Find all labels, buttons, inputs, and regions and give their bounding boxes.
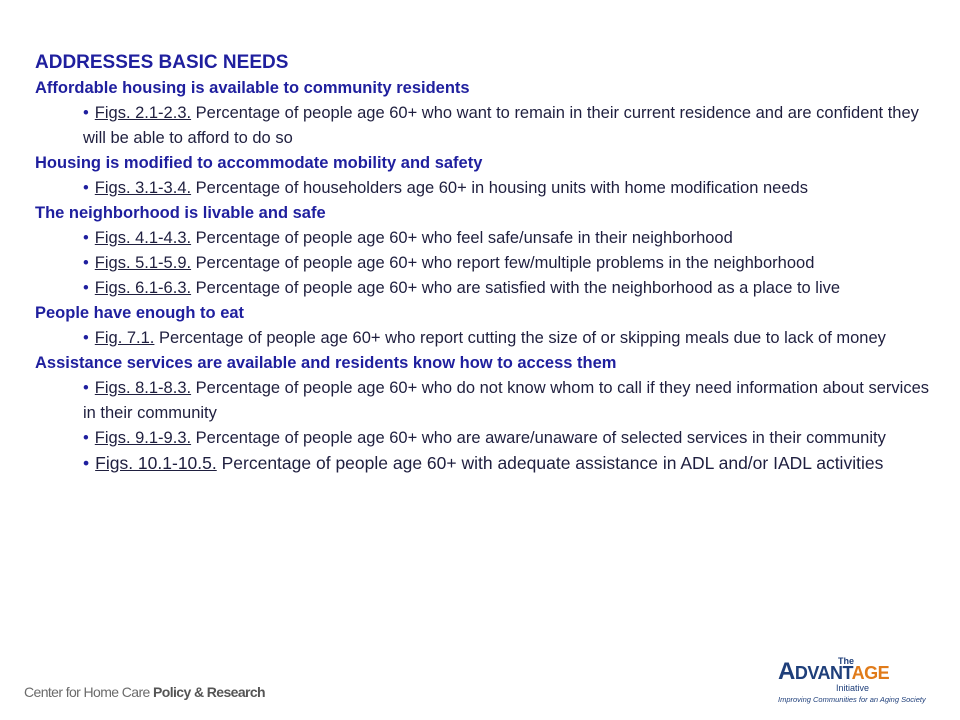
bullet-icon: • [83, 329, 89, 347]
logo-tagline: Improving Communities for an Aging Society [778, 695, 926, 704]
section-heading: Housing is modified to accommodate mobility and safety [35, 154, 483, 172]
section-heading: People have enough to eat [35, 304, 245, 322]
bullet-text: Percentage of people age 60+ who are aware/unaware of selected services in their community [191, 429, 886, 447]
list-item [83, 226, 935, 251]
logo-a: A [778, 658, 795, 685]
list-item [83, 176, 935, 201]
section-heading: Assistance services are available and residents know how to access them [35, 354, 617, 372]
advantage-logo [778, 656, 948, 704]
figure-link[interactable]: Figs. 2.1-2.3. [94, 104, 192, 122]
bullet-text: Percentage of people age 60+ with adequate assistance in ADL and/or IADL activities [216, 453, 884, 473]
slide-content [35, 50, 935, 476]
bullet-text: Percentage of people age 60+ who feel safe/unsafe in their neighborhood [191, 229, 733, 247]
list-item [83, 251, 935, 276]
bullet-text: Percentage of householders age 60+ in housing units with home modification needs [191, 179, 808, 197]
logo-wordmark [778, 660, 948, 685]
logo-initiative: Initiative [836, 683, 870, 693]
bullet-icon: • [83, 179, 89, 197]
list-item [83, 426, 935, 451]
list-item [83, 326, 935, 351]
footer-org-name [24, 684, 265, 700]
figure-link[interactable]: Figs. 3.1-3.4. [94, 179, 192, 197]
logo-age: AGE [851, 663, 890, 683]
bullet-text: Percentage of people age 60+ who want to remain in their current residence and are confident they will be able to afford to do so [83, 104, 919, 147]
logo-the: The [838, 656, 855, 666]
list-item [83, 101, 935, 151]
sections-list [35, 76, 935, 476]
bullet-text: Percentage of people age 60+ who report cutting the size of or skipping meals due to lack of money [154, 329, 886, 347]
figure-link[interactable]: Figs. 6.1-6.3. [94, 279, 192, 297]
bullet-icon: • [83, 453, 90, 473]
footer-org-bold: Policy & Research [153, 684, 265, 700]
bullet-icon: • [83, 104, 89, 122]
list-item [83, 276, 935, 301]
figure-link[interactable]: Figs. 4.1-4.3. [94, 229, 192, 247]
bullet-icon: • [83, 429, 89, 447]
logo-dvant: DVANT [794, 663, 852, 683]
figure-link[interactable]: Figs. 8.1-8.3. [94, 379, 192, 397]
bullet-icon: • [83, 279, 89, 297]
section-heading: The neighborhood is livable and safe [35, 204, 326, 222]
footer-org-prefix: Center for Home Care [24, 684, 154, 700]
list-item [83, 451, 935, 476]
figure-link[interactable]: Figs. 5.1-5.9. [94, 254, 192, 272]
bullet-text: Percentage of people age 60+ who do not know whom to call if they need information about services in their community [83, 379, 929, 422]
bullet-icon: • [83, 254, 89, 272]
section-heading: Affordable housing is available to community residents [35, 79, 470, 97]
bullet-icon: • [83, 379, 89, 397]
list-item [83, 376, 935, 426]
bullet-text: Percentage of people age 60+ who report few/multiple problems in the neighborhood [191, 254, 815, 272]
figure-link[interactable]: Fig. 7.1. [94, 329, 155, 347]
bullet-text: Percentage of people age 60+ who are satisfied with the neighborhood as a place to live [191, 279, 841, 297]
figure-link[interactable]: Figs. 9.1-9.3. [94, 429, 192, 447]
page-title: ADDRESSES BASIC NEEDS [35, 52, 289, 73]
bullet-icon: • [83, 229, 89, 247]
figure-link[interactable]: Figs. 10.1-10.5. [95, 453, 217, 473]
